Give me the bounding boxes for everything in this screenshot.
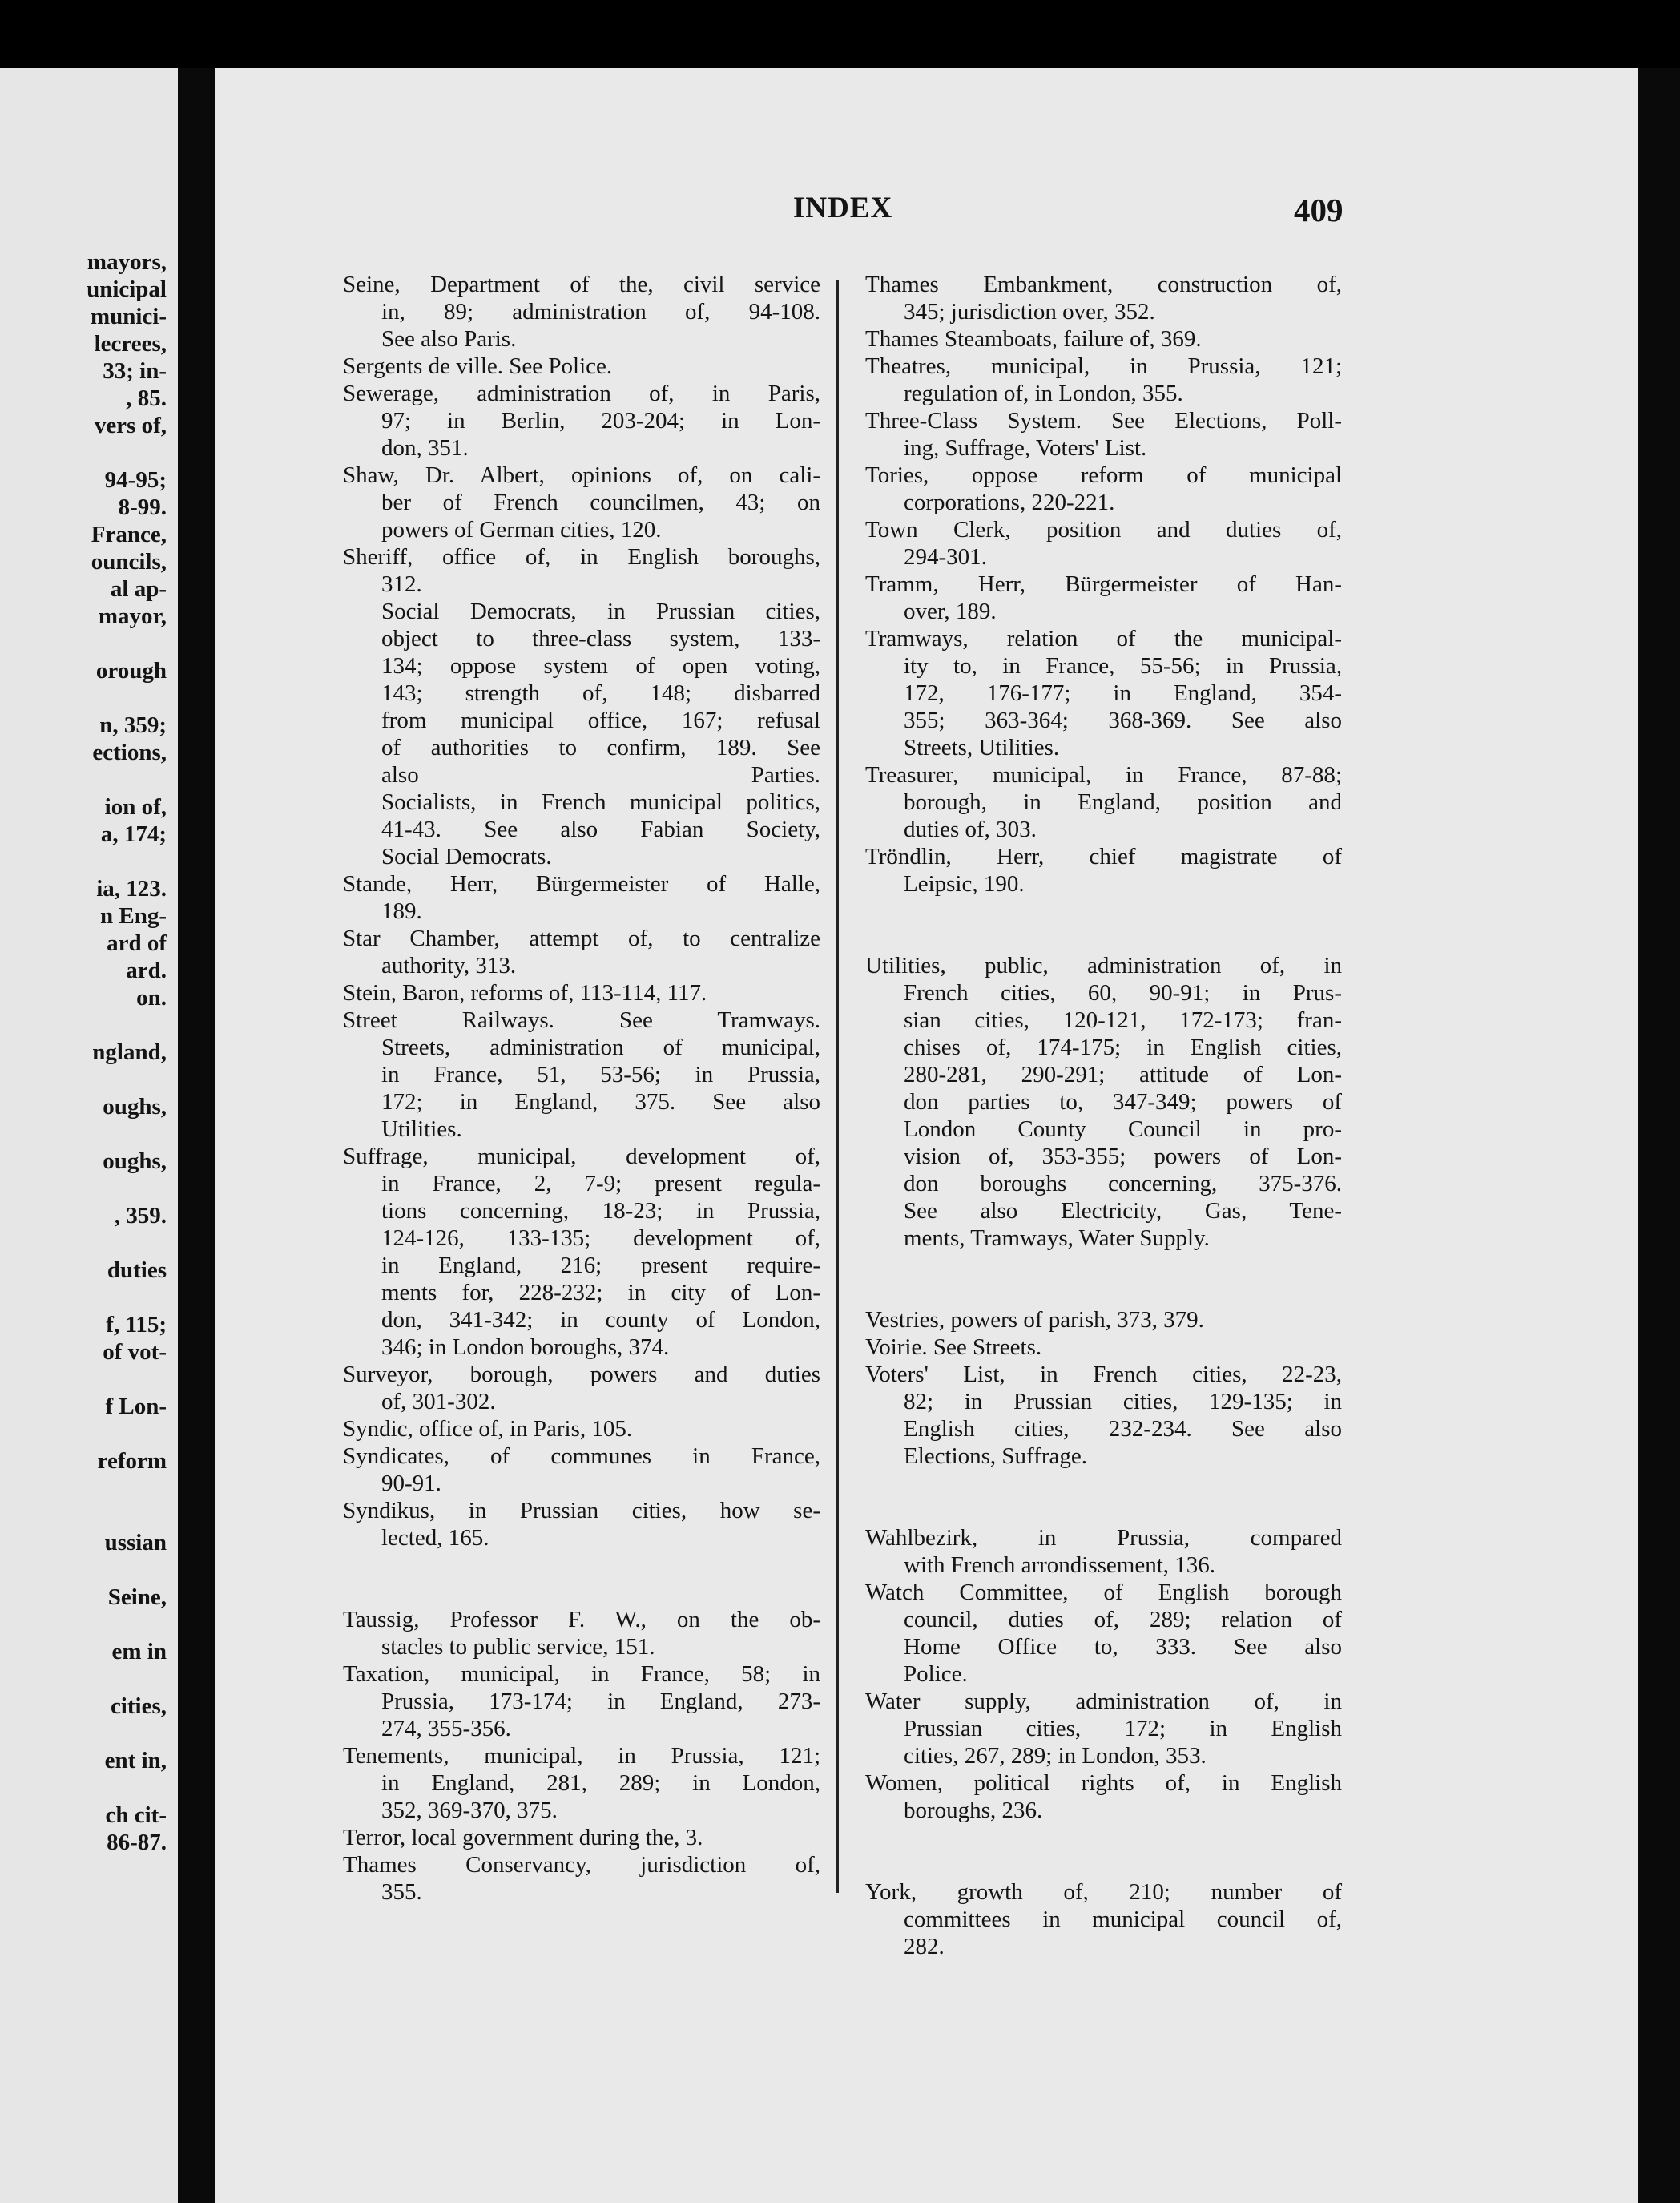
index-line: don, 341-342; in county of London, (381, 1307, 820, 1333)
index-line: Voters' List, in French cities, 22-23, (865, 1362, 1342, 1387)
index-line: don boroughs concerning, 375-376. (904, 1171, 1342, 1196)
page-number: 409 (1294, 192, 1344, 228)
facing-page-line: of vot- (103, 1339, 167, 1365)
index-line: Streets, administration of municipal, (381, 1035, 820, 1060)
index-line: Home Office to, 333. See also (904, 1634, 1342, 1660)
index-line: 274, 355-356. (381, 1716, 511, 1741)
facing-page-line: 94-95; (104, 467, 167, 493)
facing-page-line: mayors, (87, 249, 167, 275)
index-line: Streets, Utilities. (904, 735, 1060, 761)
index-line: 143; strength of, 148; disbarred (381, 680, 820, 706)
index-line: 97; in Berlin, 203-204; in Lon- (381, 408, 820, 434)
facing-page-edge (0, 68, 178, 2203)
index-line: Treasurer, municipal, in France, 87-88; (865, 762, 1342, 788)
index-line: cities, 267, 289; in London, 353. (904, 1743, 1207, 1769)
index-line: Utilities, public, administration of, in (865, 953, 1342, 978)
facing-page-line: on. (136, 985, 167, 1011)
index-line: 124-126, 133-135; development of, (381, 1225, 820, 1251)
index-line: Vestries, powers of parish, 373, 379. (865, 1307, 1204, 1333)
index-line: Social Democrats. (381, 844, 552, 869)
index-line: Tenements, municipal, in Prussia, 121; (343, 1743, 820, 1769)
facing-page-line: oughs, (103, 1094, 167, 1120)
facing-page-line: ent in, (104, 1748, 167, 1773)
index-line: council, duties of, 289; relation of (904, 1607, 1342, 1632)
facing-page-line: duties (107, 1257, 167, 1283)
index-line: Stande, Herr, Bürgermeister of Halle, (343, 871, 820, 897)
index-line: Sheriff, office of, in English boroughs, (343, 544, 820, 570)
index-line: 82; in Prussian cities, 129-135; in (904, 1389, 1342, 1414)
facing-page-line: ussian (104, 1530, 167, 1555)
index-line: Suffrage, municipal, development of, (343, 1144, 820, 1169)
index-line: Prussia, 173-174; in England, 273- (381, 1689, 820, 1714)
index-line: ments for, 228-232; in city of Lon- (381, 1280, 820, 1305)
facing-page-line: ia, 123. (96, 876, 167, 902)
index-line: Surveyor, borough, powers and duties (343, 1362, 820, 1387)
index-line: Thames Steamboats, failure of, 369. (865, 326, 1202, 352)
index-line: in England, 216; present require- (381, 1253, 820, 1278)
index-line: 172; in England, 375. See also (381, 1089, 820, 1115)
index-line: Theatres, municipal, in Prussia, 121; (865, 353, 1342, 379)
facing-page-line: unicipal (87, 276, 167, 302)
index-line: Social Democrats, in Prussian cities, (381, 599, 820, 624)
index-line: 172, 176-177; in England, 354- (904, 680, 1342, 706)
book-spine-shadow (178, 68, 215, 2203)
facing-page-line: 8-99. (118, 494, 167, 520)
index-line: 355; 363-364; 368-369. See also (904, 708, 1342, 733)
index-line: See also Paris. (381, 326, 517, 352)
facing-page-line: 86-87. (107, 1830, 167, 1855)
facing-page-line: , 85. (126, 385, 167, 411)
facing-page-line: Seine, (107, 1584, 167, 1610)
index-line: 134; oppose system of open voting, (381, 653, 820, 679)
index-line: over, 189. (904, 599, 997, 624)
index-line: Syndicates, of communes in France, (343, 1443, 820, 1469)
index-line: Thames Conservancy, jurisdiction of, (343, 1852, 820, 1878)
index-line: Street Railways. See Tramways. (343, 1007, 820, 1033)
index-line: ments, Tramways, Water Supply. (904, 1225, 1210, 1251)
facing-page-line: n, 359; (99, 712, 167, 738)
index-line: boroughs, 236. (904, 1798, 1043, 1823)
facing-page-line: oughs, (103, 1148, 167, 1174)
index-line: 345; jurisdiction over, 352. (904, 299, 1155, 325)
index-line: tions concerning, 18-23; in Prussia, (381, 1198, 820, 1224)
facing-page-line: ch cit- (105, 1802, 167, 1828)
index-line: 282. (904, 1934, 945, 1959)
facing-page-line: ections, (92, 740, 167, 765)
index-line: ing, Suffrage, Voters' List. (904, 435, 1147, 461)
page-title: INDEX (793, 192, 893, 224)
index-line: Watch Committee, of English borough (865, 1580, 1342, 1605)
index-line: 90-91. (381, 1471, 441, 1496)
index-line: Tories, oppose reform of municipal (865, 462, 1342, 488)
index-line: authority, 313. (381, 953, 517, 978)
scan-border (1638, 68, 1680, 2203)
facing-page-line: a, 174; (100, 821, 167, 847)
facing-page-line: ard. (126, 958, 167, 983)
index-line: Taxation, municipal, in France, 58; in (343, 1661, 820, 1687)
index-line: 352, 369-370, 375. (381, 1798, 558, 1823)
index-line: Tramm, Herr, Bürgermeister of Han- (865, 571, 1342, 597)
index-line: Police. (904, 1661, 968, 1687)
facing-page-line: France, (91, 522, 167, 547)
index-line: regulation of, in London, 355. (904, 381, 1183, 406)
index-line: Voirie. See Streets. (865, 1334, 1042, 1360)
index-line: from municipal office, 167; refusal (381, 708, 820, 733)
index-line: Thames Embankment, construction of, (865, 272, 1342, 297)
index-line: also Parties. (381, 762, 820, 788)
index-line: in France, 2, 7-9; present regula- (381, 1171, 820, 1196)
index-line: in France, 51, 53-56; in Prussia, (381, 1062, 820, 1087)
facing-page-line: n Eng- (99, 903, 167, 929)
index-line: in England, 281, 289; in London, (381, 1770, 820, 1796)
index-line: Town Clerk, position and duties of, (865, 517, 1342, 543)
index-line: Elections, Suffrage. (904, 1443, 1087, 1469)
index-line: 189. (381, 898, 422, 924)
index-line: Sewerage, administration of, in Paris, (343, 381, 820, 406)
index-line: vision of, 353-355; powers of Lon- (904, 1144, 1342, 1169)
column-divider (836, 280, 839, 1893)
index-line: Taussig, Professor F. W., on the ob- (343, 1607, 820, 1632)
facing-page-line: ngland, (92, 1039, 167, 1065)
facing-page-line: ouncils, (91, 549, 167, 575)
index-line: 294-301. (904, 544, 987, 570)
index-line: committees in municipal council of, (904, 1906, 1342, 1932)
index-line: chises of, 174-175; in English cities, (904, 1035, 1342, 1060)
index-line: of authorities to confirm, 189. See (381, 735, 820, 761)
index-line: powers of German cities, 120. (381, 517, 662, 543)
index-line: lected, 165. (381, 1525, 489, 1551)
facing-page-line: vers of, (94, 413, 167, 438)
facing-page-line: mayor, (98, 603, 167, 629)
index-line: See also Electricity, Gas, Tene- (904, 1198, 1342, 1224)
index-line: French cities, 60, 90-91; in Prus- (904, 980, 1342, 1006)
index-line: Water supply, administration of, in (865, 1689, 1342, 1714)
index-line: borough, in England, position and (904, 789, 1342, 815)
index-line: Star Chamber, attempt of, to centralize (343, 926, 820, 951)
index-line: Prussian cities, 172; in English (904, 1716, 1342, 1741)
index-line: with French arrondissement, 136. (904, 1552, 1216, 1578)
facing-page-line: orough (95, 658, 167, 684)
index-line: Wahlbezirk, in Prussia, compared (865, 1525, 1342, 1551)
index-line: Tramways, relation of the municipal- (865, 626, 1342, 652)
index-line: Terror, local government during the, 3. (343, 1825, 703, 1850)
index-line: in, 89; administration of, 94-108. (381, 299, 820, 325)
index-line: English cities, 232-234. See also (904, 1416, 1342, 1442)
index-line: Women, political rights of, in English (865, 1770, 1342, 1796)
index-line: 41-43. See also Fabian Society, (381, 817, 820, 842)
index-line: Seine, Department of the, civil service (343, 272, 820, 297)
facing-page-line: ion of, (104, 794, 167, 820)
index-line: stacles to public service, 151. (381, 1634, 655, 1660)
index-line: ber of French councilmen, 43; on (381, 490, 820, 515)
facing-page-line: reform (97, 1448, 167, 1474)
index-line: ity to, in France, 55-56; in Prussia, (904, 653, 1342, 679)
index-line: duties of, 303. (904, 817, 1037, 842)
facing-page-line: cities, (110, 1693, 167, 1719)
index-line: of, 301-302. (381, 1389, 496, 1414)
index-line: Utilities. (381, 1116, 462, 1142)
index-line: don parties to, 347-349; powers of (904, 1089, 1342, 1115)
index-line: York, growth of, 210; number of (865, 1879, 1342, 1905)
index-line: 312. (381, 571, 422, 597)
index-line: corporations, 220-221. (904, 490, 1115, 515)
facing-page-line: f Lon- (105, 1394, 167, 1419)
index-line: London County Council in pro- (904, 1116, 1342, 1142)
facing-page-line: 33; in- (103, 358, 167, 384)
index-line: Shaw, Dr. Albert, opinions of, on cali- (343, 462, 820, 488)
facing-page-line: em in (111, 1639, 167, 1664)
index-line: Tröndlin, Herr, chief magistrate of (865, 844, 1342, 869)
index-line: Stein, Baron, reforms of, 113-114, 117. (343, 980, 707, 1006)
index-line: Three-Class System. See Elections, Poll- (865, 408, 1342, 434)
index-line: 280-281, 290-291; attitude of Lon- (904, 1062, 1342, 1087)
facing-page-line: lecrees, (94, 331, 167, 357)
facing-page-line: f, 115; (106, 1312, 167, 1338)
facing-page-line: ard of (107, 930, 167, 956)
index-line: 355. (381, 1879, 422, 1905)
index-line: object to three-class system, 133- (381, 626, 820, 652)
index-line: Socialists, in French municipal politics, (381, 789, 820, 815)
index-line: don, 351. (381, 435, 469, 461)
facing-page-line: al ap- (110, 576, 167, 602)
index-line: 346; in London boroughs, 374. (381, 1334, 670, 1360)
index-line: Syndikus, in Prussian cities, how se- (343, 1498, 820, 1523)
facing-page-line: munici- (90, 304, 167, 329)
index-line: Sergents de ville. See Police. (343, 353, 613, 379)
facing-page-line: , 359. (114, 1203, 167, 1229)
index-line: Leipsic, 190. (904, 871, 1025, 897)
index-line: sian cities, 120-121, 172-173; fran- (904, 1007, 1342, 1033)
index-line: Syndic, office of, in Paris, 105. (343, 1416, 633, 1442)
